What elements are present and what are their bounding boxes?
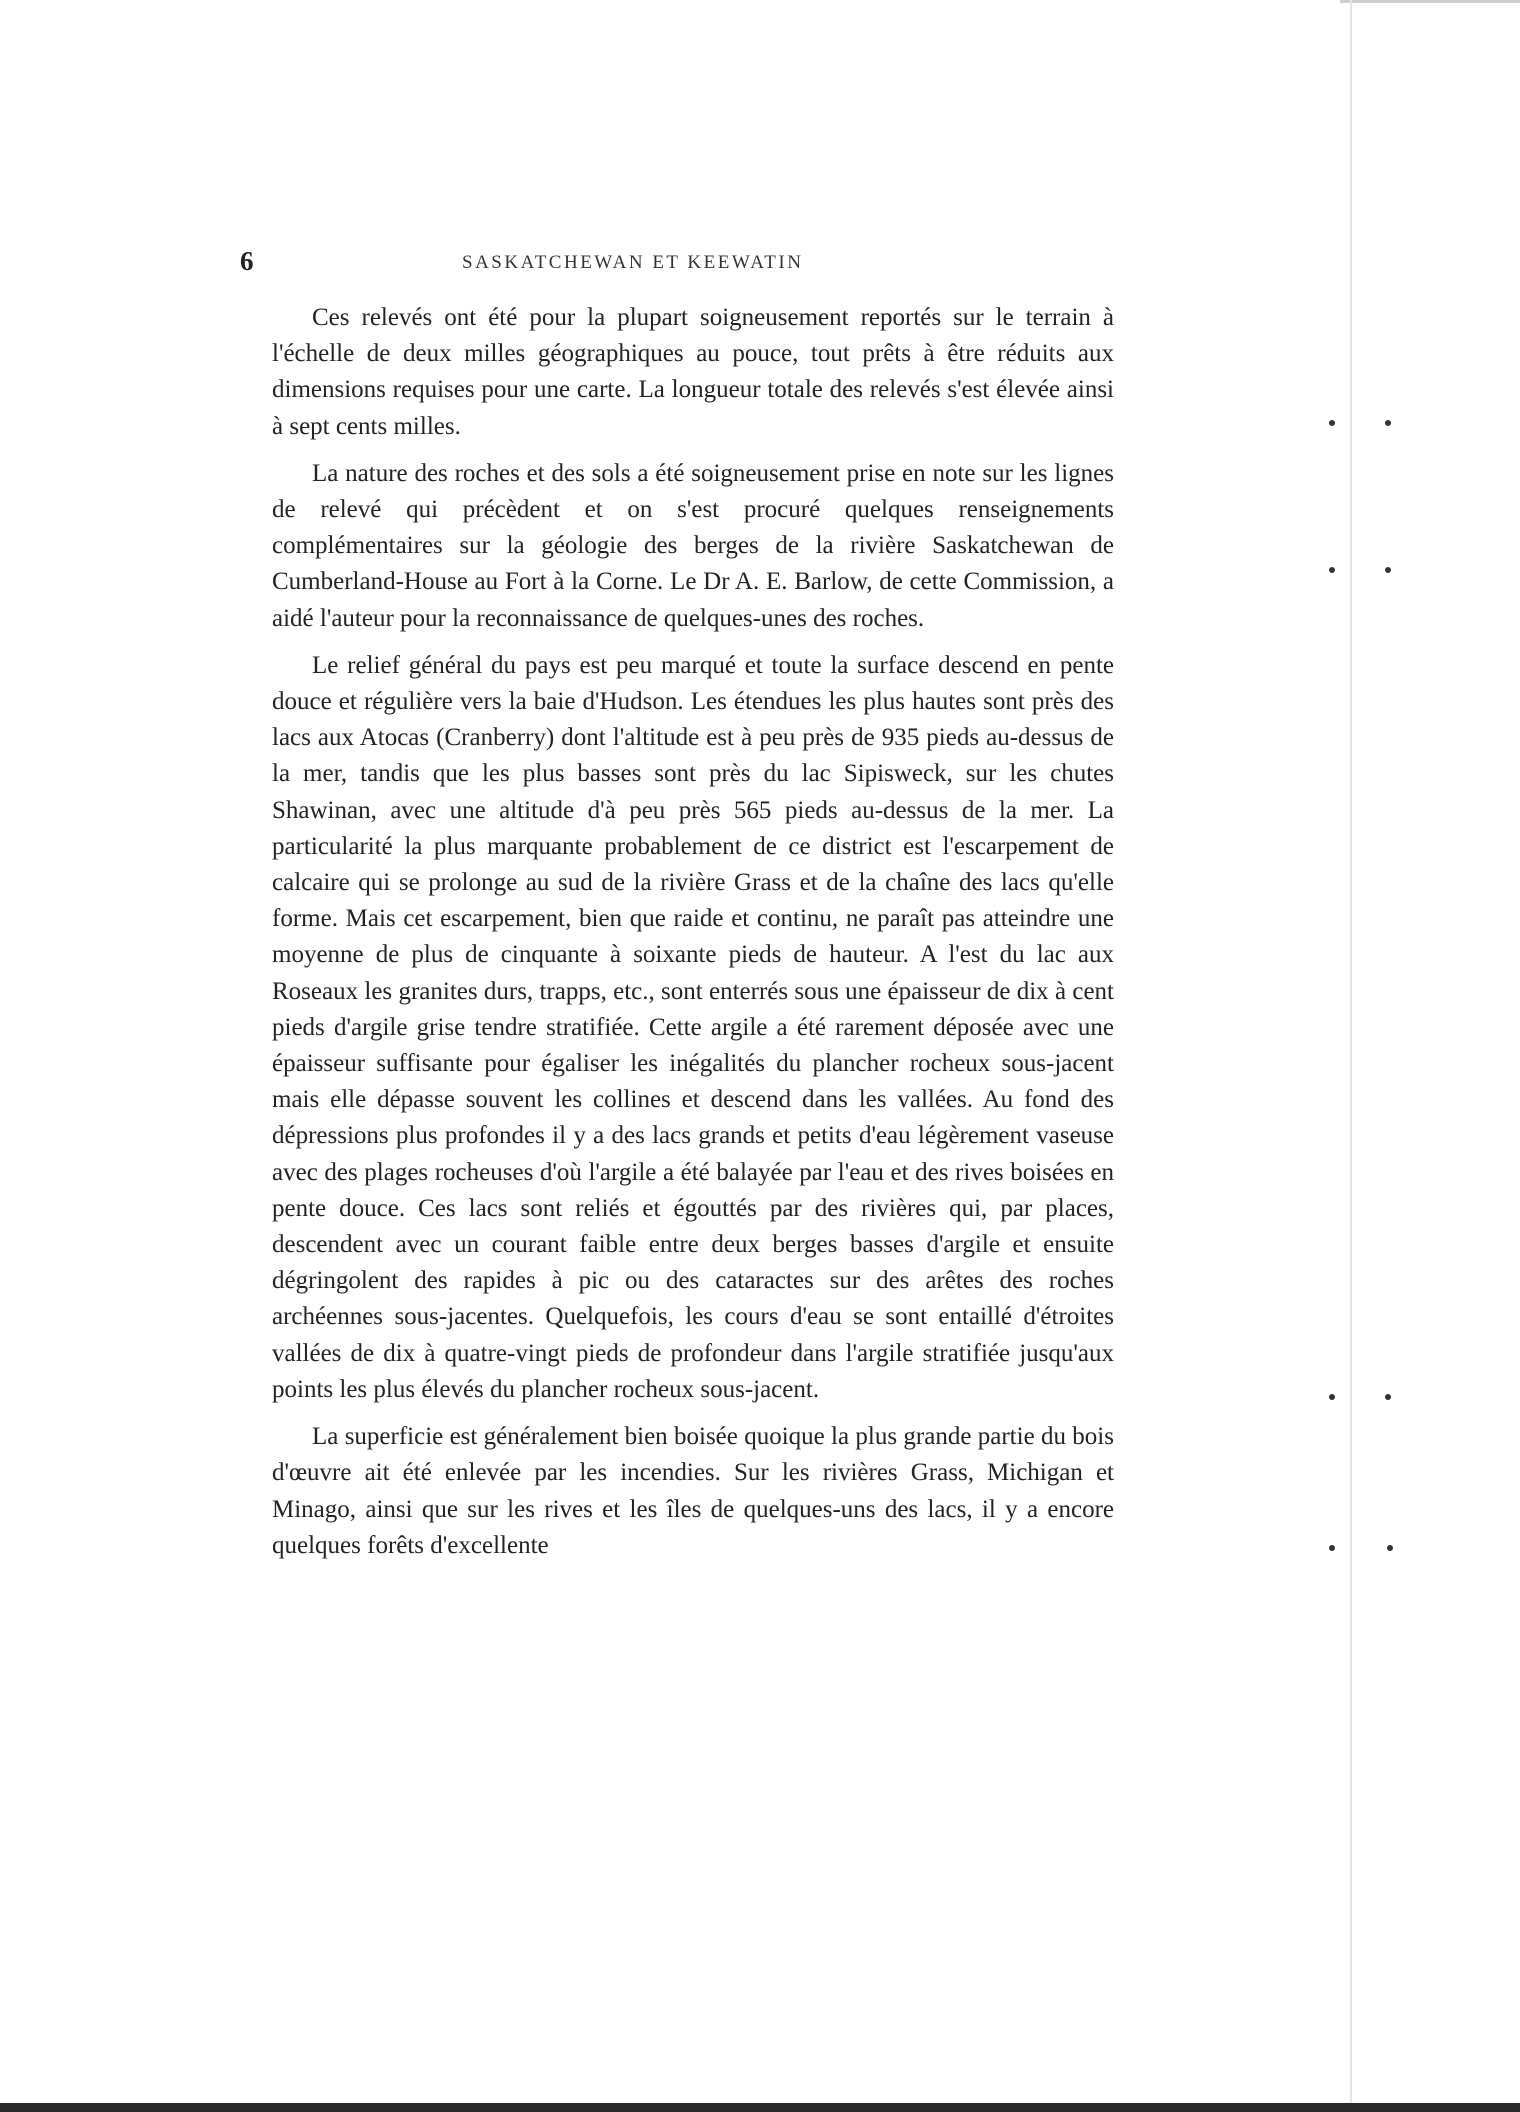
binding-mark — [1385, 567, 1391, 573]
paragraph-2: La nature des roches et des sols a été soigneusement prise en note sur les lignes de relevé qui précèdent et on s'est procuré quelques renseignements complémentaires sur la géologie des berges de la rivière Saskatchewan de Cumberland-House au Fort à la Corne. Le Dr A. E. Barlow, de cette Commission, a aidé l'auteur pour la reconnaissance de quelques-unes des roches. — [272, 459, 1114, 632]
paragraph-1: Ces relevés ont été pour la plupart soigneusement reportés sur le terrain à l'échelle de deux milles géographiques au pouce, tout prêts à être réduits aux dimensions requises pour une carte. La longueur totale des relevés s'est élevée ainsi à sept cents milles. — [272, 304, 1114, 440]
binding-mark — [1329, 420, 1335, 426]
running-head: SASKATCHEWAN ET KEEWATIN — [462, 252, 804, 273]
page-number: 6 — [240, 246, 254, 276]
binding-marks — [1325, 0, 1415, 2112]
binding-mark — [1387, 1545, 1393, 1551]
page-header — [0, 242, 1520, 282]
paragraph-4: La superficie est généralement bien boisée quoique la plus grande partie du bois d'œuvre ait été enlevée par les incendies. Sur les rivières Grass, Michigan et Minago, ainsi que sur les rives et les îles de quelques-uns des lacs, il y a encore quelques forêts d'excellente — [272, 1423, 1114, 1559]
binding-mark — [1329, 1394, 1335, 1400]
binding-mark — [1385, 420, 1391, 426]
paragraph-3: Le relief général du pays est peu marqué et toute la surface descend en pente douce et régulière vers la baie d'Hudson. Les étendues les plus hautes sont près des lacs aux Atocas (Cranberry) dont l'altitude est à peu près de 935 pieds au-dessus de la mer, tandis que les plus basses sont près du lac Sipisweck, sur les chutes Shawinan, avec une altitude d'à peu près 565 pieds au-dessus de la mer. La particularité la plus marquante probablement de ce district est l'escarpement de calcaire qui se prolonge au sud de la rivière Grass et de la chaîne des lacs qu'elle forme. Mais cet escarpement, bien que raide et continu, ne paraît pas atteindre une moyenne de plus de cinquante à soixante pieds de hauteur. A l'est du lac aux Roseaux les granites durs, trapps, etc., sont enterrés sous une épaisseur de dix à cent pieds d'argile grise tendre stratifiée. Cette argile a été rarement déposée avec une épaisseur suffisante pour égaliser les inégalités du plancher rocheux sous-jacent mais elle dépasse souvent les collines et descend dans les vallées. Au fond des dépressions plus profondes il y a des lacs grands et petits d'eau légèrement vaseuse avec des plages rocheuses d'où l'argile a été balayée par l'eau et des rives boisées en pente douce. Ces lacs sont reliés et égouttés par des rivières qui, par places, descendent avec un courant faible entre deux berges basses d'argile et ensuite dégringolent des rapides à pic ou des cataractes sur des arêtes des roches archéennes sous-jacentes. Quelquefois, les cours d'eau se sont entaillé d'étroites vallées de dix à quatre-vingt pieds de profondeur dans l'argile stratifiée jusqu'aux points les plus élevés du plancher rocheux sous-jacent. — [272, 651, 1114, 1403]
page-edge-bottom — [0, 2103, 1520, 2112]
binding-mark — [1329, 1545, 1335, 1551]
binding-mark — [1329, 567, 1335, 573]
binding-mark — [1385, 1394, 1391, 1400]
body-text — [272, 300, 1114, 1575]
